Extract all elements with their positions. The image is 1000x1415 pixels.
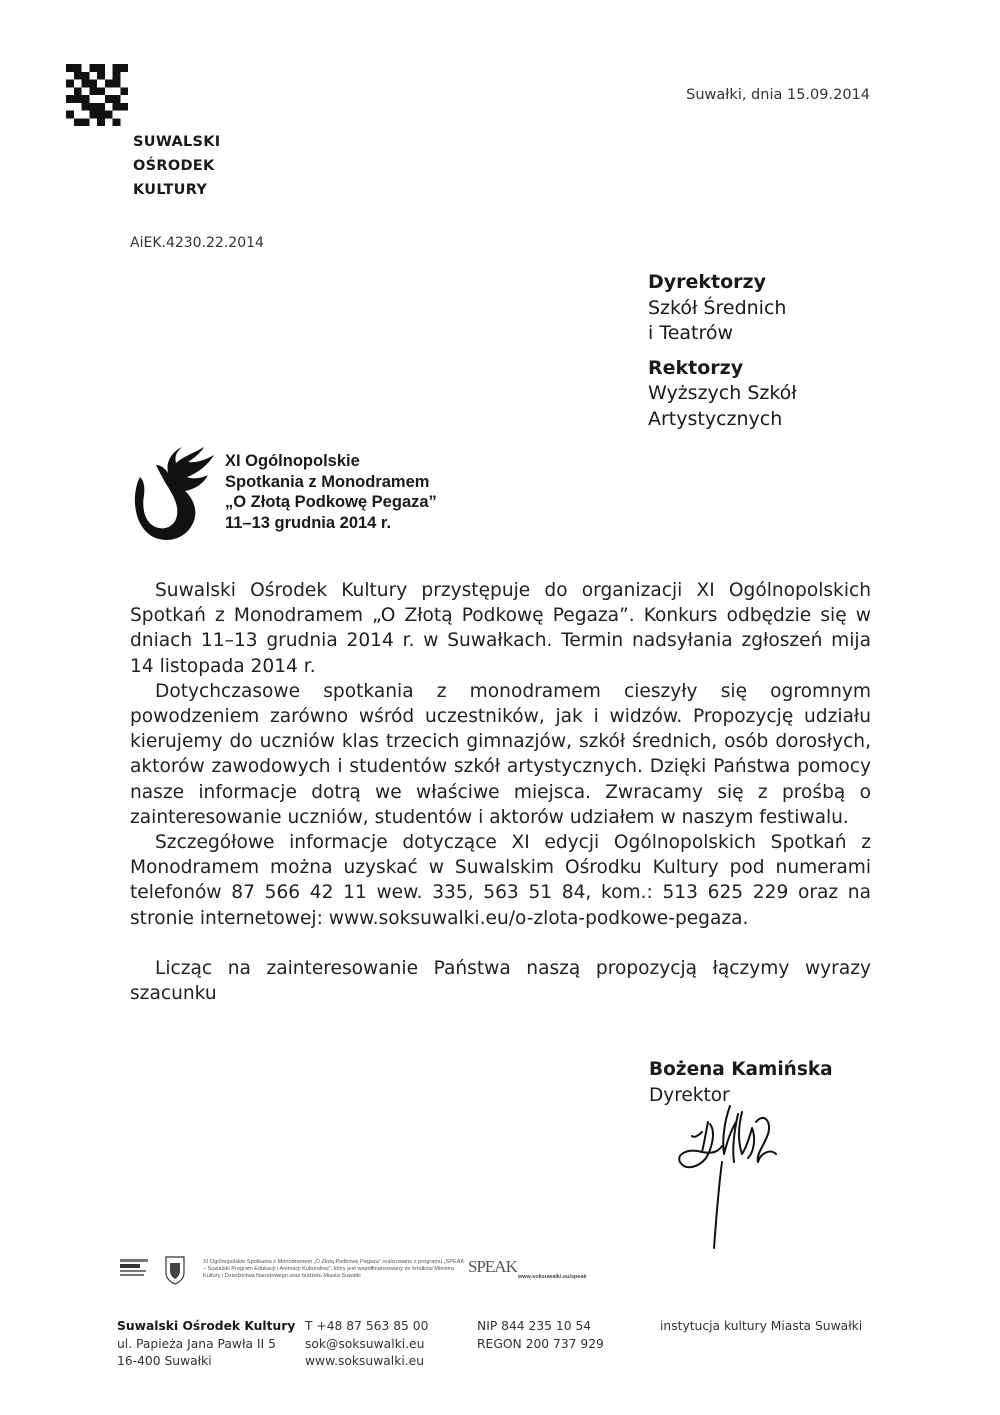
event-title-line-2: Spotkania z Monodramem [225, 472, 430, 491]
reference-number: AiEK.4230.22.2014 [130, 235, 264, 251]
footer-phone: T +48 87 563 85 00 [305, 1319, 429, 1333]
recipient-group-2-line-2: Artystycznych [648, 407, 783, 430]
event-title [225, 451, 437, 533]
closing-line: Licząc na zainteresowanie Państwa naszą propozycją łączymy wyrazy szacunku [130, 957, 871, 1005]
handwritten-signature [672, 1092, 797, 1250]
footer-org-name: Suwalski Ośrodek Kultury [117, 1319, 296, 1333]
ministry-logo [120, 1259, 148, 1276]
footer-status: instytucja kultury Miasta Suwałki [660, 1319, 863, 1333]
letter-body [130, 578, 871, 1006]
place-date: Suwałki, dnia 15.09.2014 [686, 87, 870, 103]
body-paragraph-1: Suwalski Ośrodek Kultury przystępuje do organizacji XI Ogólnopolskich Spotkań z Monodramem „O Złotą Podkowę Pegaza”. Konkurs odbędzie się w dniach 11–13 grudnia 2014 r. w Suwałkach. Termin nadsyłania zgłoszeń mija 14 listopada 2014 r. [130, 580, 871, 677]
recipient-group-2-line-1: Wyższych Szkół [648, 382, 797, 404]
sponsor-url[interactable]: www.soksuwalki.eu/speak [518, 1274, 587, 1280]
event-title-line-3: „O Złotą Podkowę Pegaza” [225, 493, 437, 511]
signer-name: Bożena Kamińska [649, 1059, 833, 1080]
body-paragraph-3: Szczegółowe informacje dotyczące XI edycji Ogólnopolskich Spotkań z Monodramem można uzyskać w Suwalskim Ośrodku Kultury pod numerami telefonów 87 566 42 11 wew. 335, 563 51 84, kom.: 513 625 229 oraz na stronie internetowej: www.soksuwalki.eu/o-zlota-podkowe-pegaza. [130, 832, 871, 929]
logo-line-3: KULTURY [133, 182, 208, 198]
footer-regon: REGON 200 737 929 [477, 1336, 604, 1351]
recipient-group-1-line-2: i Teatrów [648, 322, 734, 344]
event-title-line-4: 11–13 grudnia 2014 r. [225, 513, 392, 532]
footer-street: ul. Papieża Jana Pawła II 5 [117, 1336, 276, 1351]
footer-ids [477, 1318, 604, 1353]
recipient-group-1-title: Dyrektorzy [648, 271, 766, 293]
pegasus-wing-emblem [130, 447, 220, 545]
footer-website[interactable]: www.soksuwalki.eu [305, 1354, 425, 1368]
event-title-line-1: XI Ogólnopolskie [225, 452, 360, 470]
footer-city: 16-400 Suwałki [117, 1354, 212, 1368]
footer-email[interactable]: sok@soksuwalki.eu [305, 1336, 425, 1351]
footer-address [117, 1318, 295, 1371]
logo-line-1: SUWALSKI [133, 134, 221, 150]
recipient-group-2-title: Rektorzy [648, 356, 744, 379]
organization-logo-text [133, 130, 221, 202]
footer-nip: NIP 844 235 10 54 [477, 1319, 592, 1333]
body-paragraph-2: Dotychczasowe spotkania z monodramem cieszyły się ogromnym powodzeniem zarówno wśród uczestników, jak i widzów. Propozycję udziału kierujemy do uczniów klas trzecich gimnazjów, szkół średnich, osób dorosłych, aktorów zawodowych i studentów szkół artystycznych. Dzięki Państwa pomocy nasze informacje dotrą we właściwe miejsca. Zwracamy się z prośbą o zainteresowanie uczniów, studentów i aktorów udziałem w naszym festiwalu. [130, 680, 871, 828]
speak-logo: SPEAK [468, 1257, 517, 1276]
signer-role: Dyrektor [649, 1085, 730, 1106]
recipients-block [648, 270, 797, 432]
organization-logo-mark [66, 64, 128, 126]
footer-contact [305, 1318, 428, 1371]
sponsor-note: XI Ogólnopolskie Spotkania z Monodramem „O Złotą Podkowę Pegaza” realizowano z programu „SPEAK – Suwalski Program Edukacji i Animacji Kulturalnej”, który jest współfinansowany ze środków Ministra Kultury i Dziedzictwa Narodowego oraz budżetu Miasta Suwałki [203, 1259, 465, 1279]
recipient-group-1-line-1: Szkół Średnich [648, 296, 787, 319]
logo-line-2: OŚRODEK [133, 158, 215, 174]
city-crest-icon [166, 1257, 184, 1284]
